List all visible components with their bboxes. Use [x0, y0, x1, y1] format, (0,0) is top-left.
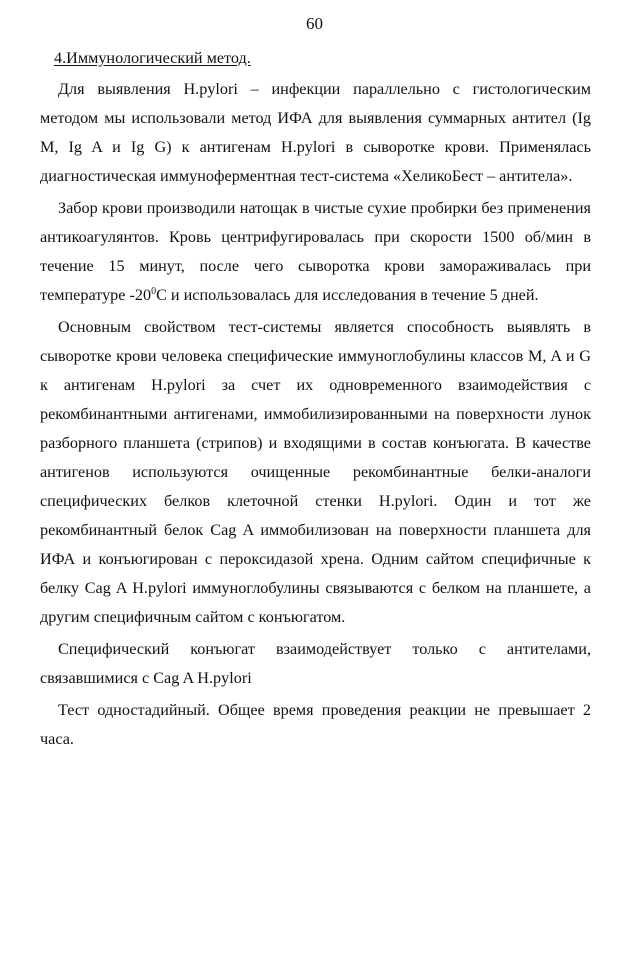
page-body: [40, 44, 591, 754]
blood-sampling-text: Забор крови производили натощак в чистые сухие пробирки без применения антикоагулянтов. Кровь центрифугировалась при скорости 1500 об/мин в течение 15 минут, после чего сыворотка крови замораживалась при температуре -20: [40, 199, 591, 304]
blood-sampling-text-end: С и использовалась для исследования в течение 5 дней.: [156, 286, 539, 304]
degree-superscript: 0: [151, 286, 157, 297]
section-heading: 4.Иммунологический метод.: [54, 49, 251, 67]
paragraph-test-duration: Тест одностадийный. Общее время проведения реакции не превышает 2 часа.: [40, 701, 591, 748]
paragraph-method-description: Для выявления H.pylori – инфекции параллельно с гистологическим методом мы использовали метод ИФА для выявления суммарных антител (Ig M, Ig A и Ig G) к антигенам H.pylori в сыворотке крови. Применялась диагностическая иммуноферментная тест-система «ХеликоБест – антитела».: [40, 80, 591, 185]
paragraph-conjugate: Специфический конъюгат взаимодействует только с антителами, связавшимися с Cag A H.pylori: [40, 640, 591, 687]
paragraph-blood-sampling: [40, 194, 591, 310]
page-number: 60: [306, 14, 323, 33]
paragraph-test-system-principle: Основным свойством тест-системы является способность выявлять в сыворотке крови человека специфические иммуноглобулины классов M, A и G к антигенам H.pylori за счет их одновременного взаимодействия с рекомбинантными антигенами, иммобилизированными на поверхности лунок разборного планшета (стрипов) и входящими в состав конъюгата. В качестве антигенов используются очищенные рекомбинантные белки-аналоги специфических белков клеточной стенки H.pylori. Один и тот же рекомбинантный белок Cag A иммобилизован на поверхности планшета для ИФА и конъюгирован с пероксидазой хрена. Одним сайтом специфичные к белку Cag A H.pylori иммуноглобулины связываются с белком на планшете, а другим специфичным сайтом с конъюгатом.: [40, 318, 591, 626]
